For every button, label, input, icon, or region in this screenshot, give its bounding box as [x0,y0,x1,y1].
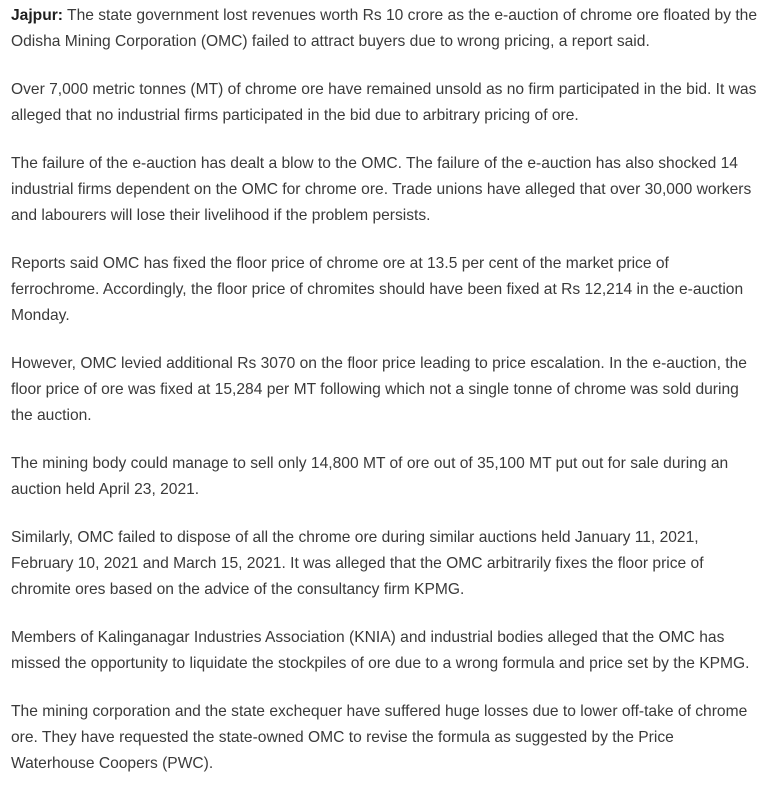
article-paragraph: Reports said OMC has fixed the floor price of chrome ore at 13.5 per cent of the market price of ferrochrome. Accordingly, the floor price of chromites should have been fixed at Rs 12,214 in the e-auction Monday. [11,255,744,324]
article-paragraph: The failure of the e-auction has dealt a blow to the OMC. The failure of the e-auction has also shocked 14 industrial firms dependent on the OMC for chrome ore. Trade unions have alleged that over 30,000 workers and labourers will lose their livelihood if the problem persists. [11,155,752,224]
article-paragraph: The mining corporation and the state exchequer have suffered huge losses due to lower off-take of chrome ore. They have requested the state-owned OMC to revise the formula as suggested by the Price Waterhouse Coopers (PWC). [11,703,748,772]
article-paragraph: Over 7,000 metric tonnes (MT) of chrome ore have remained unsold as no firm participated in the bid. It was alleged that no industrial firms participated in the bid due to arbitrary pricing of ore. [11,81,757,124]
dateline: Jajpur: [11,7,63,24]
article-paragraph: The mining body could manage to sell only 14,800 MT of ore out of 35,100 MT put out for sale during an auction held April 23, 2021. [11,455,729,498]
article-paragraph: However, OMC levied additional Rs 3070 on the floor price leading to price escalation. In the e-auction, the floor price of ore was fixed at 15,284 per MT following which not a single tonne of chrome was sold during the auction. [11,355,747,424]
lead-paragraph [11,3,758,55]
article-paragraph: Similarly, OMC failed to dispose of all the chrome ore during similar auctions held January 11, 2021, February 10, 2021 and March 15, 2021. It was alleged that the OMC arbitrarily fixes the floor price of chromite ores based on the advice of the consultancy firm KPMG. [11,529,704,598]
article-paragraph: Members of Kalinganagar Industries Association (KNIA) and industrial bodies alleged that the OMC has missed the opportunity to liquidate the stockpiles of ore due to a wrong formula and price set by the KPMG. [11,629,750,672]
lead-text: The state government lost revenues worth Rs 10 crore as the e-auction of chrome ore floated by the Odisha Mining Corporation (OMC) failed to attract buyers due to wrong pricing, a report said. [11,7,758,50]
